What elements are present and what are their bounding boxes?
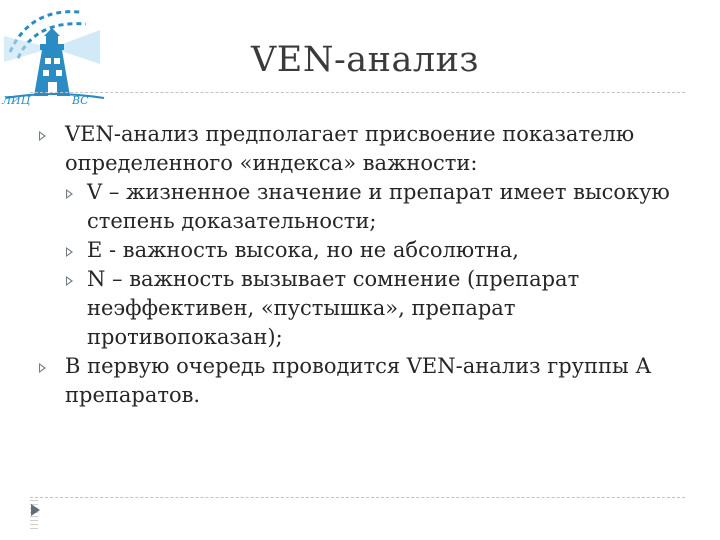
bullet-item [39,120,699,178]
slide-nav-arrow-icon[interactable] [31,504,40,516]
bullet-text: E - важность высока, но не абсолютна, [87,238,519,262]
bullet-arrow-icon [66,276,73,286]
slide-title: VEN-анализ [251,40,479,80]
logo-text-left: ЛИЦ [2,94,31,107]
bullet-arrow-icon [39,363,46,373]
footer-divider [30,497,685,498]
sub-bullet-item [39,265,699,352]
bullet-text: V – жизненное значение и препарат имеет высокую степень доказательности; [87,180,670,233]
sub-bullet-item [39,236,699,265]
bullet-item [39,352,699,410]
bullet-arrow-icon [66,247,73,257]
bullet-text: N – важность вызывает сомнение (препарат неэффективен, «пустышка», препарат противопоказан); [87,267,580,349]
bullet-arrow-icon [39,131,46,141]
bullet-text: VEN-анализ предполагает присвоение показателю определенного «индекса» важности: [65,122,635,175]
title-divider [30,92,685,93]
bullet-text: В первую очередь проводится VEN-анализ группы А препаратов. [65,354,652,407]
sub-bullet-item [39,178,699,236]
logo-text-right: ВС [72,94,89,107]
bullet-arrow-icon [66,189,73,199]
bullet-list [39,120,699,410]
